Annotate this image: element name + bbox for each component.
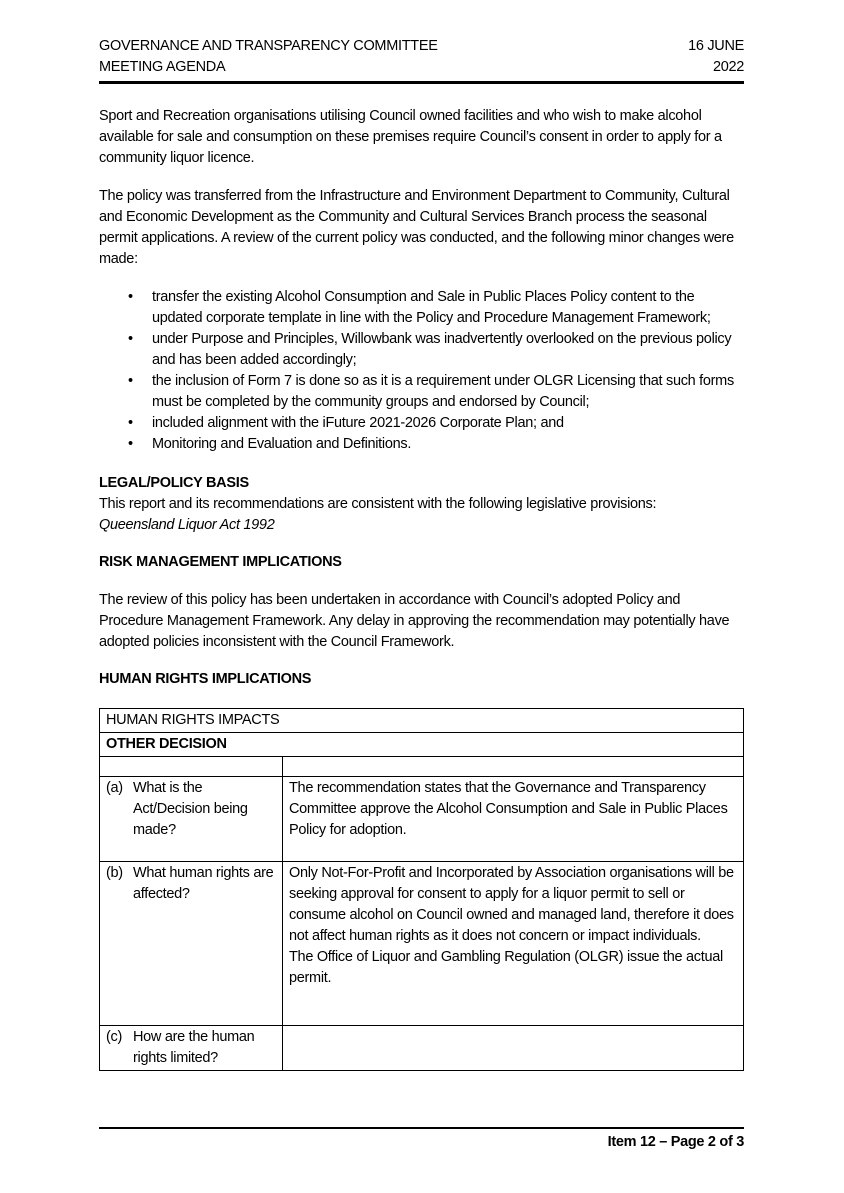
question-cell-a [100, 777, 283, 862]
table-row [100, 709, 744, 733]
legal-policy-basis-heading: LEGAL/POLICY BASIS [99, 475, 249, 491]
legislation-reference: Queensland Liquor Act 1992 [99, 517, 275, 533]
question-letter: (b) [106, 865, 123, 881]
table-row [100, 777, 744, 862]
list-item: • under Purpose and Principles, Willowbank was inadvertently overlooked on the previous policy and has been added accordingly; [99, 329, 744, 371]
answer-text: The Office of Liquor and Gambling Regulation (OLGR) issue the actual permit. [289, 949, 723, 986]
question-text: What is the Act/Decision being made? [133, 780, 248, 838]
document-body [99, 106, 744, 1071]
header-date-month: 16 JUNE [688, 38, 744, 54]
header-rule [99, 81, 744, 84]
risk-management-text: The review of this policy has been undertaken in accordance with Council’s adopted Policy and Procedure Management Framework. Any delay in approving the recommendation may potentially have adopted policies inconsistent with the Council Framework. [99, 592, 730, 650]
answer-text: The recommendation states that the Governance and Transparency Committee approve the Alcohol Consumption and Sale in Public Places Policy for adoption. [289, 780, 728, 838]
answer-cell-a [283, 777, 744, 862]
policy-changes-list [99, 287, 744, 455]
footer-rule [99, 1127, 744, 1129]
header-committee-name: GOVERNANCE AND TRANSPARENCY COMMITTEE [99, 38, 438, 54]
question-cell-c [100, 1026, 283, 1071]
legal-policy-basis-text: This report and its recommendations are consistent with the following legislative provisions: [99, 496, 657, 512]
table-row [100, 1026, 744, 1071]
list-item: • included alignment with the iFuture 2021-2026 Corporate Plan; and [99, 413, 744, 434]
footer-page-label: Item 12 – Page 2 of 3 [607, 1134, 744, 1150]
paragraph-policy-transfer: The policy was transferred from the Infrastructure and Environment Department to Community, Cultural and Economic Development as the Community and Cultural Services Branch process the seasonal permit applications. A review of the current policy was conducted, and the following minor changes were made: [99, 188, 734, 267]
paragraph-consent: Sport and Recreation organisations utilising Council owned facilities and who wish to make alcohol available for sale and consumption on these premises require Council’s consent in order to apply for a community liquor licence. [99, 108, 722, 166]
question-text: How are the human rights limited? [133, 1029, 255, 1066]
answer-text: Only Not-For-Profit and Incorporated by Association organisations will be seeking approval for consent to apply for a liquor permit to sell or consume alcohol on Council owned and managed land, therefore it does not affect human rights as it does not concern or impact individuals. [289, 865, 734, 944]
risk-management-heading: RISK MANAGEMENT IMPLICATIONS [99, 554, 342, 570]
table-header-other-decision: OTHER DECISION [100, 733, 744, 757]
answer-cell-b [283, 862, 744, 1026]
question-text: What human rights are affected? [133, 865, 274, 902]
table-row [100, 862, 744, 1026]
empty-cell [100, 757, 283, 777]
table-row [100, 733, 744, 757]
answer-cell-c [283, 1026, 744, 1071]
header-doc-type: MEETING AGENDA [99, 59, 226, 75]
header-date-year: 2022 [712, 59, 744, 75]
page-header [99, 0, 744, 84]
list-item: • transfer the existing Alcohol Consumption and Sale in Public Places Policy content to the updated corporate template in line with the Policy and Procedure Management Framework; [99, 287, 744, 329]
question-letter: (a) [106, 780, 123, 796]
page-footer [99, 1127, 744, 1153]
list-item: • Monitoring and Evaluation and Definitions. [99, 434, 744, 455]
question-cell-b [100, 862, 283, 1026]
table-header-impacts: HUMAN RIGHTS IMPACTS [100, 709, 744, 733]
human-rights-table [99, 708, 744, 1071]
list-item: • the inclusion of Form 7 is done so as it is a requirement under OLGR Licensing that such forms must be completed by the community groups and endorsed by Council; [99, 371, 744, 413]
question-letter: (c) [106, 1029, 123, 1045]
human-rights-heading: HUMAN RIGHTS IMPLICATIONS [99, 671, 312, 687]
empty-cell [283, 757, 744, 777]
table-row [100, 757, 744, 777]
